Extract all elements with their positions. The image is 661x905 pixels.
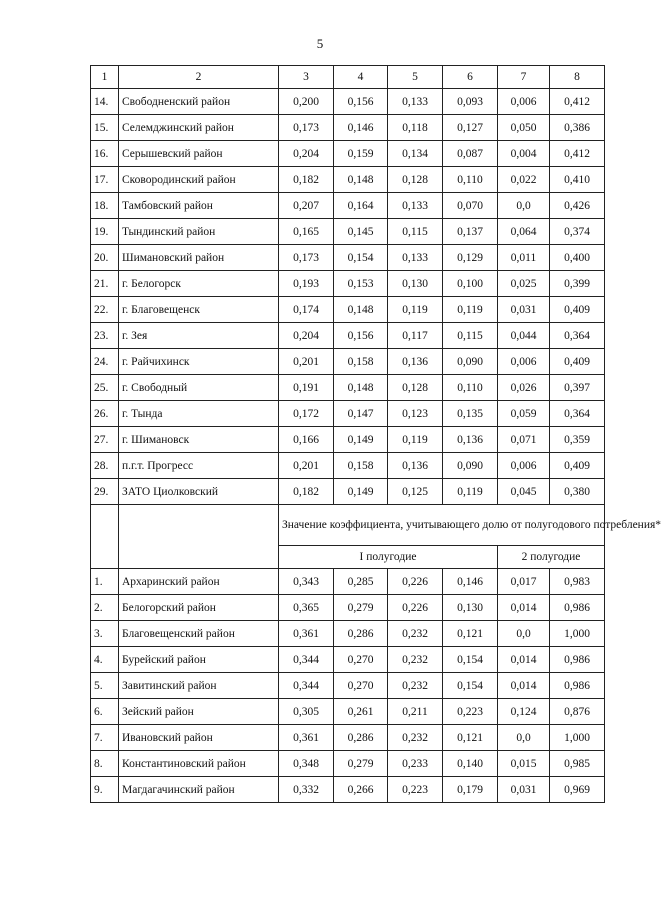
coefficient-value: 0,115 — [388, 219, 443, 245]
district-name: Серышевский район — [119, 141, 279, 167]
coefficient-value: 0,071 — [498, 427, 550, 453]
coefficient-value: 0,0 — [498, 725, 550, 751]
coefficient-value: 0,100 — [443, 271, 498, 297]
coefficient-value: 0,137 — [443, 219, 498, 245]
coefficient-value: 0,045 — [498, 479, 550, 505]
table-row — [91, 219, 605, 245]
coefficient-value: 0,130 — [388, 271, 443, 297]
coefficient-value: 0,087 — [443, 141, 498, 167]
row-number: 21. — [91, 271, 119, 297]
coefficient-value: 0,364 — [550, 401, 605, 427]
table-body — [91, 66, 661, 803]
coefficient-value: 0,148 — [334, 167, 388, 193]
coefficient-value: 0,986 — [550, 673, 605, 699]
coefficient-value: 0,201 — [279, 453, 334, 479]
coefficient-value: 0,117 — [388, 323, 443, 349]
district-name: Зейский район — [119, 699, 279, 725]
coefficient-value: 0,261 — [334, 699, 388, 725]
coefficient-value: 0,986 — [550, 647, 605, 673]
district-name: г. Райчихинск — [119, 349, 279, 375]
coefficient-value: 0,025 — [498, 271, 550, 297]
header-row — [91, 66, 605, 89]
coefficient-value: 0,361 — [279, 725, 334, 751]
coefficient-value: 0,147 — [334, 401, 388, 427]
district-name: п.г.т. Прогресс — [119, 453, 279, 479]
coefficient-value: 0,365 — [279, 595, 334, 621]
table-row — [91, 271, 605, 297]
coefficient-value: 0,412 — [550, 89, 605, 115]
coefficient-value: 0,344 — [279, 647, 334, 673]
table-row — [91, 115, 605, 141]
column-header: 8 — [550, 66, 605, 89]
coefficient-value: 0,154 — [443, 673, 498, 699]
coefficient-value: 0,204 — [279, 141, 334, 167]
column-header: 4 — [334, 66, 388, 89]
table-row — [91, 673, 605, 699]
coefficient-value: 0,426 — [550, 193, 605, 219]
coefficient-value: 0,121 — [443, 725, 498, 751]
coefficient-value: 0,223 — [443, 699, 498, 725]
row-number: 7. — [91, 725, 119, 751]
coefficient-value: 0,149 — [334, 479, 388, 505]
table-row — [91, 401, 605, 427]
coefficient-value: 0,119 — [388, 297, 443, 323]
coefficient-value: 0,119 — [443, 297, 498, 323]
district-name: Тындинский район — [119, 219, 279, 245]
coefficient-value: 0,136 — [443, 427, 498, 453]
coefficient-value: 0,133 — [388, 89, 443, 115]
district-name: Благовещенский район — [119, 621, 279, 647]
coefficient-value: 0,174 — [279, 297, 334, 323]
coefficient-value: 0,159 — [334, 141, 388, 167]
coefficient-value: 0,164 — [334, 193, 388, 219]
district-name: г. Белогорск — [119, 271, 279, 297]
blank-cell — [91, 505, 119, 569]
coefficient-value: 0,364 — [550, 323, 605, 349]
coefficient-value: 0,359 — [550, 427, 605, 453]
column-header: 6 — [443, 66, 498, 89]
half-year-2-label: 2 полугодие — [498, 546, 605, 569]
blank-cell — [119, 505, 279, 569]
row-number: 25. — [91, 375, 119, 401]
coefficient-value: 0,182 — [279, 479, 334, 505]
coefficient-value: 0,232 — [388, 673, 443, 699]
coefficient-value: 0,140 — [443, 751, 498, 777]
coefficient-value: 0,154 — [334, 245, 388, 271]
district-name: Селемджинский район — [119, 115, 279, 141]
coefficient-value: 0,153 — [334, 271, 388, 297]
coefficient-value: 0,136 — [388, 453, 443, 479]
coefficient-value: 0,223 — [388, 777, 443, 803]
table-row — [91, 595, 605, 621]
coefficient-value: 0,011 — [498, 245, 550, 271]
row-number: 18. — [91, 193, 119, 219]
coefficient-value: 0,135 — [443, 401, 498, 427]
table-row — [91, 699, 605, 725]
coefficient-value: 0,343 — [279, 569, 334, 595]
district-name: ЗАТО Циолковский — [119, 479, 279, 505]
coefficient-value: 0,166 — [279, 427, 334, 453]
coefficient-value: 0,110 — [443, 167, 498, 193]
row-number: 24. — [91, 349, 119, 375]
table-row — [91, 141, 605, 167]
row-number: 26. — [91, 401, 119, 427]
coefficient-value: 0,004 — [498, 141, 550, 167]
coefficient-value: 0,270 — [334, 647, 388, 673]
district-name: г. Зея — [119, 323, 279, 349]
row-number: 9. — [91, 777, 119, 803]
coefficient-value: 1,000 — [550, 621, 605, 647]
coefficient-value: 0,156 — [334, 323, 388, 349]
coefficient-value: 0,115 — [443, 323, 498, 349]
coefficient-value: 0,344 — [279, 673, 334, 699]
coefficient-value: 0,006 — [498, 89, 550, 115]
table-row — [91, 167, 605, 193]
coefficient-value: 0,207 — [279, 193, 334, 219]
coefficient-value: 0,332 — [279, 777, 334, 803]
coefficient-value: 0,136 — [388, 349, 443, 375]
section-header: Значение коэффициента, учитывающего долю от полугодового потребления* — [279, 505, 605, 546]
coefficient-value: 0,286 — [334, 725, 388, 751]
coefficient-value: 0,374 — [550, 219, 605, 245]
coefficient-value: 0,412 — [550, 141, 605, 167]
coefficient-value: 0,279 — [334, 595, 388, 621]
coefficient-value: 0,200 — [279, 89, 334, 115]
coefficient-value: 0,044 — [498, 323, 550, 349]
coefficient-value: 0,127 — [443, 115, 498, 141]
coefficient-value: 0,226 — [388, 595, 443, 621]
table-row — [91, 751, 605, 777]
coefficient-value: 0,145 — [334, 219, 388, 245]
half-year-1-label: I полугодие — [279, 546, 498, 569]
row-number: 14. — [91, 89, 119, 115]
coefficient-value: 0,090 — [443, 349, 498, 375]
table-row — [91, 89, 605, 115]
row-number: 6. — [91, 699, 119, 725]
coefficient-value: 0,156 — [334, 89, 388, 115]
page-number: 5 — [316, 36, 324, 51]
coefficient-value: 0,380 — [550, 479, 605, 505]
table-row — [91, 453, 605, 479]
row-number: 29. — [91, 479, 119, 505]
district-name: г. Свободный — [119, 375, 279, 401]
district-name: Бурейский район — [119, 647, 279, 673]
coefficient-value: 0,119 — [443, 479, 498, 505]
coefficient-value: 0,232 — [388, 647, 443, 673]
row-number: 20. — [91, 245, 119, 271]
coefficient-value: 0,361 — [279, 621, 334, 647]
coefficient-value: 0,397 — [550, 375, 605, 401]
coefficient-value: 0,158 — [334, 453, 388, 479]
coefficient-value: 0,006 — [498, 453, 550, 479]
coefficient-value: 0,133 — [388, 193, 443, 219]
district-name: Шимановский район — [119, 245, 279, 271]
district-name: Белогорский район — [119, 595, 279, 621]
coefficient-value: 0,014 — [498, 647, 550, 673]
coefficient-table — [90, 65, 661, 803]
section-header-row — [91, 505, 605, 546]
coefficient-value: 0,409 — [550, 453, 605, 479]
coefficient-value: 0,118 — [388, 115, 443, 141]
coefficient-value: 0,146 — [334, 115, 388, 141]
coefficient-value: 0,270 — [334, 673, 388, 699]
coefficient-value: 0,172 — [279, 401, 334, 427]
coefficient-value: 0,059 — [498, 401, 550, 427]
coefficient-value: 0,285 — [334, 569, 388, 595]
district-name: г. Благовещенск — [119, 297, 279, 323]
coefficient-value: 0,348 — [279, 751, 334, 777]
coefficient-value: 0,226 — [388, 569, 443, 595]
coefficient-value: 0,031 — [498, 777, 550, 803]
coefficient-value: 0,022 — [498, 167, 550, 193]
row-number: 19. — [91, 219, 119, 245]
district-name: Ивановский район — [119, 725, 279, 751]
coefficient-value: 0,133 — [388, 245, 443, 271]
column-header: 2 — [119, 66, 279, 89]
coefficient-value: 0,093 — [443, 89, 498, 115]
table-row — [91, 297, 605, 323]
coefficient-value: 0,124 — [498, 699, 550, 725]
coefficient-value: 0,876 — [550, 699, 605, 725]
coefficient-value: 0,191 — [279, 375, 334, 401]
coefficient-value: 0,279 — [334, 751, 388, 777]
district-name: Завитинский район — [119, 673, 279, 699]
coefficient-value: 0,119 — [388, 427, 443, 453]
table-row — [91, 375, 605, 401]
coefficient-value: 0,204 — [279, 323, 334, 349]
coefficient-value: 0,128 — [388, 375, 443, 401]
column-header: 3 — [279, 66, 334, 89]
district-name: Сковородинский район — [119, 167, 279, 193]
coefficient-value: 0,193 — [279, 271, 334, 297]
coefficient-value: 0,165 — [279, 219, 334, 245]
coefficient-value: 0,006 — [498, 349, 550, 375]
district-name: Магдагачинский район — [119, 777, 279, 803]
coefficient-value: 0,129 — [443, 245, 498, 271]
coefficient-value: 0,031 — [498, 297, 550, 323]
row-number: 15. — [91, 115, 119, 141]
coefficient-value: 0,130 — [443, 595, 498, 621]
coefficient-value: 0,015 — [498, 751, 550, 777]
district-name: Свободненский район — [119, 89, 279, 115]
coefficient-value: 0,026 — [498, 375, 550, 401]
coefficient-value: 0,266 — [334, 777, 388, 803]
row-number: 8. — [91, 751, 119, 777]
coefficient-value: 0,286 — [334, 621, 388, 647]
coefficient-value: 1,000 — [550, 725, 605, 751]
coefficient-value: 0,050 — [498, 115, 550, 141]
coefficient-value: 0,121 — [443, 621, 498, 647]
coefficient-value: 0,173 — [279, 245, 334, 271]
coefficient-value: 0,233 — [388, 751, 443, 777]
table-row — [91, 621, 605, 647]
table-row — [91, 569, 605, 595]
row-number: 5. — [91, 673, 119, 699]
coefficient-value: 0,173 — [279, 115, 334, 141]
coefficient-value: 0,305 — [279, 699, 334, 725]
coefficient-value: 0,148 — [334, 297, 388, 323]
row-number: 28. — [91, 453, 119, 479]
district-name: Константиновский район — [119, 751, 279, 777]
coefficient-value: 0,985 — [550, 751, 605, 777]
coefficient-value: 0,123 — [388, 401, 443, 427]
coefficient-value: 0,070 — [443, 193, 498, 219]
row-number: 3. — [91, 621, 119, 647]
district-name: г. Тында — [119, 401, 279, 427]
table-row — [91, 647, 605, 673]
table-row — [91, 323, 605, 349]
coefficient-value: 0,0 — [498, 193, 550, 219]
row-number: 16. — [91, 141, 119, 167]
row-number: 1. — [91, 569, 119, 595]
coefficient-value: 0,134 — [388, 141, 443, 167]
table-row — [91, 427, 605, 453]
coefficient-value: 0,064 — [498, 219, 550, 245]
coefficient-value: 0,986 — [550, 595, 605, 621]
district-name: Архаринский район — [119, 569, 279, 595]
column-header: 7 — [498, 66, 550, 89]
coefficient-value: 0,399 — [550, 271, 605, 297]
table-row — [91, 245, 605, 271]
coefficient-value: 0,409 — [550, 349, 605, 375]
coefficient-value: 0,110 — [443, 375, 498, 401]
column-header: 1 — [91, 66, 119, 89]
table-row — [91, 479, 605, 505]
table-row — [91, 725, 605, 751]
coefficient-value: 0,146 — [443, 569, 498, 595]
coefficient-value: 0,201 — [279, 349, 334, 375]
coefficient-value: 0,400 — [550, 245, 605, 271]
coefficient-value: 0,969 — [550, 777, 605, 803]
coefficient-value: 0,211 — [388, 699, 443, 725]
row-number: 22. — [91, 297, 119, 323]
row-number: 4. — [91, 647, 119, 673]
column-header: 5 — [388, 66, 443, 89]
coefficient-value: 0,017 — [498, 569, 550, 595]
row-number: 23. — [91, 323, 119, 349]
district-name: Тамбовский район — [119, 193, 279, 219]
table-row — [91, 349, 605, 375]
coefficient-value: 0,983 — [550, 569, 605, 595]
coefficient-value: 0,410 — [550, 167, 605, 193]
coefficient-value: 0,232 — [388, 725, 443, 751]
district-name: г. Шимановск — [119, 427, 279, 453]
coefficient-value: 0,014 — [498, 673, 550, 699]
coefficient-value: 0,232 — [388, 621, 443, 647]
coefficient-value: 0,128 — [388, 167, 443, 193]
coefficient-value: 0,182 — [279, 167, 334, 193]
table-row — [91, 193, 605, 219]
coefficient-value: 0,149 — [334, 427, 388, 453]
table-row — [91, 777, 605, 803]
coefficient-value: 0,125 — [388, 479, 443, 505]
coefficient-value: 0,409 — [550, 297, 605, 323]
coefficient-value: 0,179 — [443, 777, 498, 803]
row-number: 2. — [91, 595, 119, 621]
coefficient-value: 0,158 — [334, 349, 388, 375]
row-number: 27. — [91, 427, 119, 453]
coefficient-value: 0,014 — [498, 595, 550, 621]
coefficient-value: 0,148 — [334, 375, 388, 401]
coefficient-value: 0,090 — [443, 453, 498, 479]
coefficient-value: 0,0 — [498, 621, 550, 647]
coefficient-value: 0,154 — [443, 647, 498, 673]
coefficient-value: 0,386 — [550, 115, 605, 141]
row-number: 17. — [91, 167, 119, 193]
